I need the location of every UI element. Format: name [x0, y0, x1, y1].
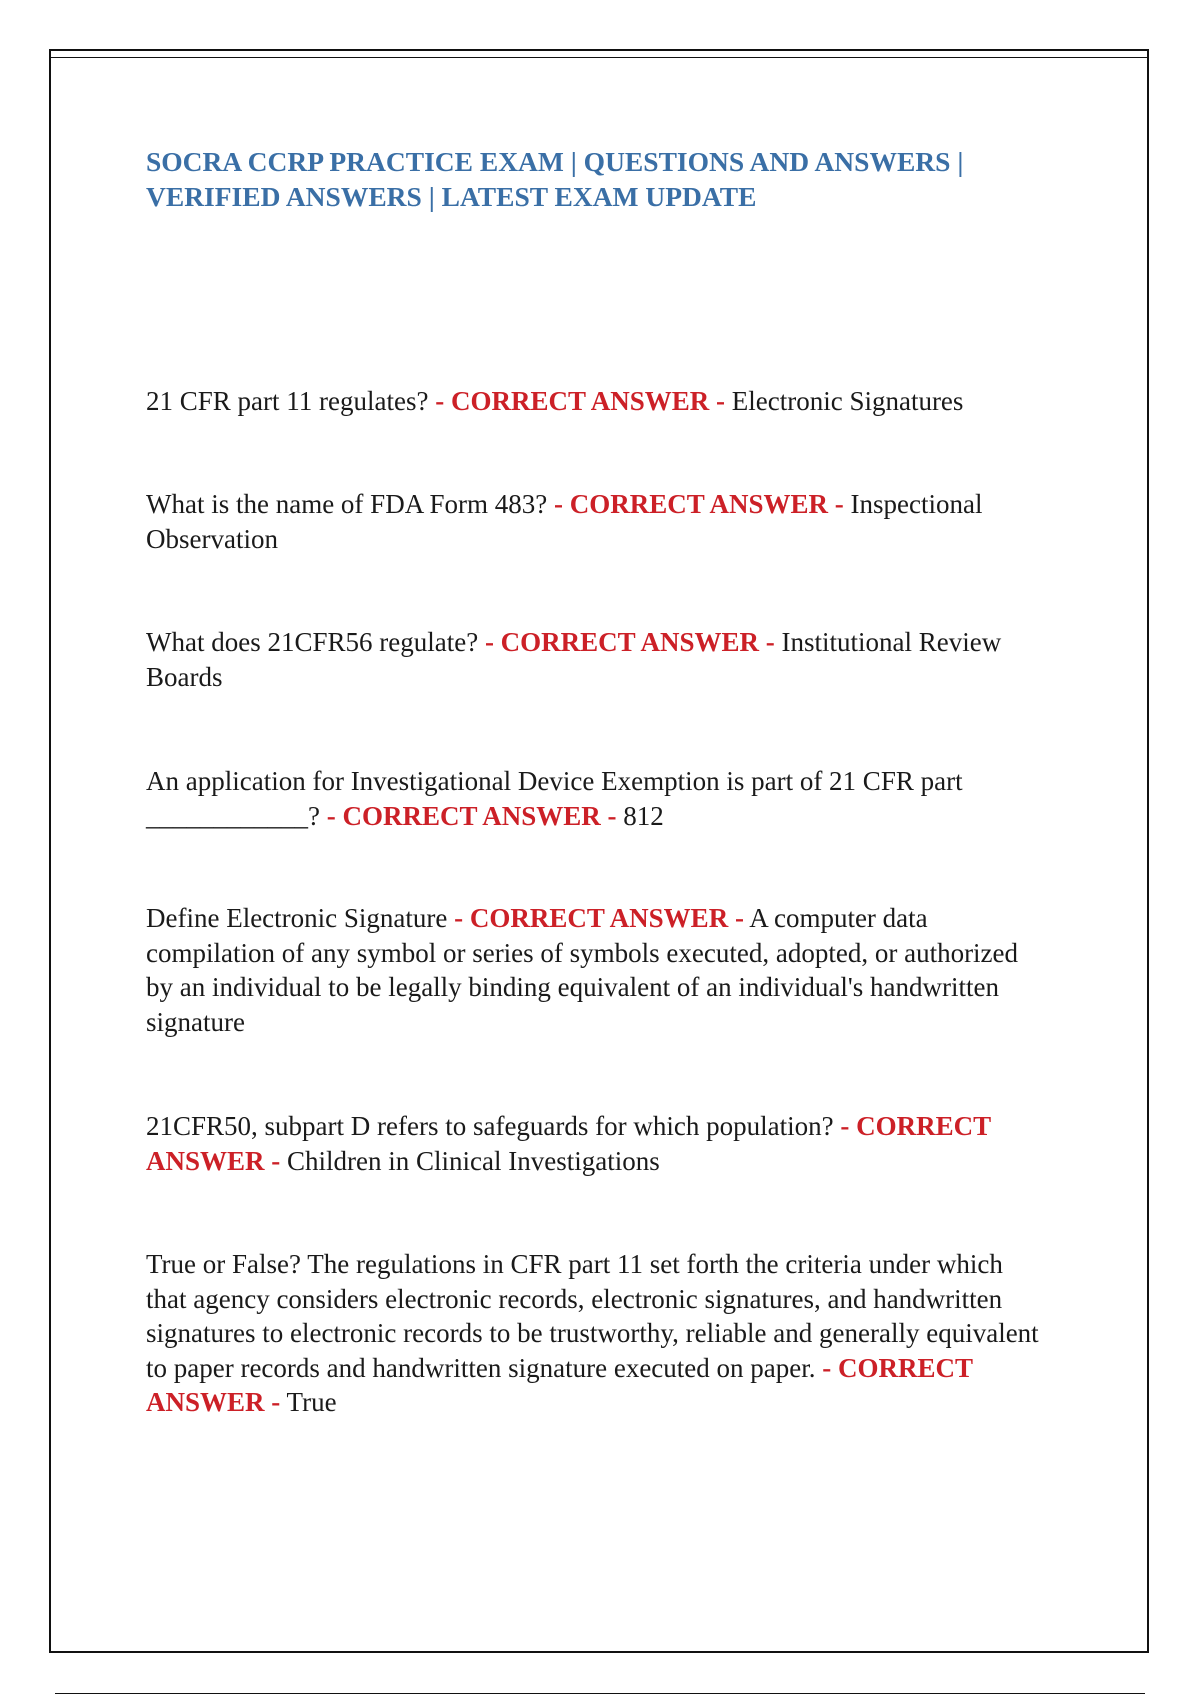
answer-text: Inspectional Observation — [146, 489, 983, 554]
question-text: What is the name of FDA Form 483? — [146, 489, 548, 519]
answer-text: Institutional Review Boards — [146, 627, 1002, 692]
qa-item — [146, 625, 1046, 694]
correct-answer-marker: - CORRECT ANSWER - — [146, 1111, 991, 1176]
qa-item — [146, 901, 1046, 1039]
question-text: True or False? The regulations in CFR part 11 set forth the criteria under which that agency considers electronic records, electronic signatures, and handwritten signatures to electronic records to be trustworthy, reliable and generally equivalent to paper records and handwritten signature executed on paper. — [146, 1249, 1039, 1383]
answer-text: 812 — [623, 800, 664, 831]
question-text: Define Electronic Signature — [146, 903, 448, 933]
answer-text: True — [286, 1387, 337, 1417]
question-text: 21 CFR part 11 regulates? — [146, 386, 429, 416]
answer-text: Electronic Signatures — [731, 386, 964, 416]
document-title: SOCRA CCRP PRACTICE EXAM | QUESTIONS AND ANSWERS | VERIFIED ANSWERS | LATEST EXAM UPDATE — [146, 146, 964, 212]
correct-answer-marker: - CORRECT ANSWER - — [435, 386, 725, 416]
correct-answer-marker: - CORRECT ANSWER - — [454, 903, 744, 933]
answer-text: Children in Clinical Investigations — [287, 1145, 660, 1176]
answer-text: A computer data compilation of any symbol or series of symbols executed, adopted, or authorized by an individual to be legally binding equivalent of an individual's handwritten signature — [146, 903, 1019, 1037]
question-text: 21CFR50, subpart D refers to safeguards for which population? — [146, 1111, 834, 1141]
bottom-rule — [55, 1693, 1145, 1694]
qa-item — [146, 764, 1046, 833]
qa-item — [146, 1247, 1046, 1420]
correct-answer-marker: - CORRECT ANSWER - — [484, 627, 775, 657]
frame-top-rule — [51, 57, 1147, 58]
question-text: What does 21CFR56 regulate? — [146, 627, 479, 657]
qa-item — [146, 487, 1046, 556]
qa-item — [146, 384, 1046, 419]
correct-answer-marker: - CORRECT ANSWER - — [553, 489, 844, 519]
correct-answer-marker: - CORRECT ANSWER - — [326, 800, 617, 831]
correct-answer-marker: - CORRECT ANSWER - — [146, 1352, 973, 1417]
question-text: An application for Investigational Device Exemption is part of 21 CFR part ____________? — [146, 766, 963, 831]
qa-item — [146, 1109, 1046, 1178]
